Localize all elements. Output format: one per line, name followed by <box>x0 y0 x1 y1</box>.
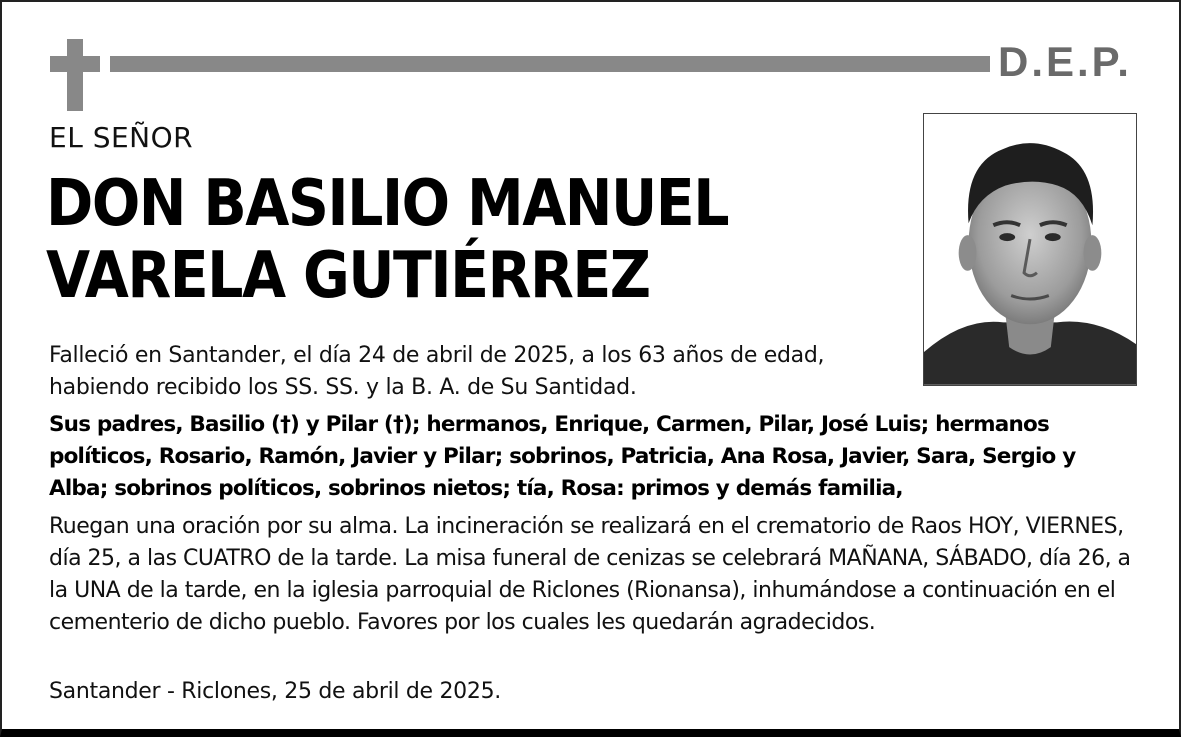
name-line-2: VARELA GUTIÉRREZ <box>46 238 650 313</box>
place-date: Santander - Riclones, 25 de abril de 2025. <box>49 679 501 704</box>
death-details <box>49 340 909 404</box>
cross-icon <box>50 39 100 111</box>
deceased-name <box>46 168 728 311</box>
honorific: EL SEÑOR <box>49 121 194 154</box>
portrait-photo <box>923 113 1137 386</box>
death-line-1: Falleció en Santander, el día 24 de abril de 2025, a los 63 años de edad, <box>49 343 825 368</box>
header-rule <box>110 56 990 72</box>
name-line-1: DON BASILIO MANUEL <box>46 166 729 241</box>
death-line-2: habiendo recibido los SS. SS. y la B. A. de Su Santidad. <box>49 375 637 400</box>
ceremony-details: Ruegan una oración por su alma. La incineración se realizará en el crematorio de Raos HOY, VIERNES, día 25, a las CUATRO de la tarde. La misa funeral de cenizas se celebrará MAÑANA, SÁBADO, día 26, a la UNA de la tarde, en la iglesia parroquial de Riclones (Rionansa), inhumándose a continuación en el cementerio de dicho pueblo. Favores por los cuales les quedarán agradecidos. <box>49 514 1131 635</box>
dep-label: D.E.P. <box>998 38 1132 85</box>
family-list: Sus padres, Basilio (†) y Pilar (†); hermanos, Enrique, Carmen, Pilar, José Luis; hermanos políticos, Rosario, Ramón, Javier y Pilar; sobrinos, Patricia, Ana Rosa, Javier, Sara, Sergio y Alba; sobrinos políticos, sobrinos nietos; tía, Rosa: primos y demás familia, <box>49 412 1076 501</box>
